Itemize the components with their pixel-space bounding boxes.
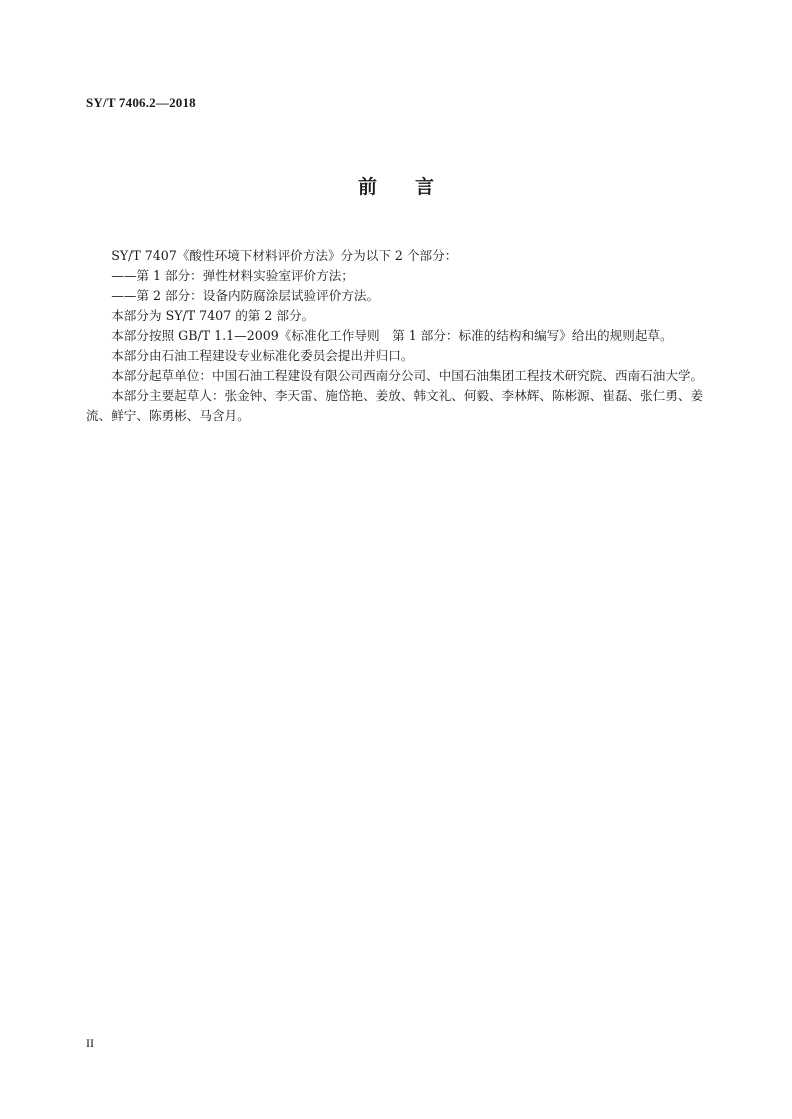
title-char-2: 言	[415, 176, 435, 198]
list-item-part-1: ——第 1 部分：弹性材料实验室评价方法；	[111, 268, 354, 283]
page-title	[0, 172, 792, 199]
paragraph-drafting-units: 本部分起草单位：中国石油工程建设有限公司西南分公司、中国石油集团工程技术研究院、西南石油大学。	[111, 368, 704, 383]
standard-code: SY/T 7406.2—2018	[86, 95, 196, 110]
foreword-body	[86, 246, 706, 426]
list-item-part-2: ——第 2 部分：设备内防腐涂层试验评价方法。	[111, 288, 380, 303]
page-number: II	[86, 1036, 94, 1050]
paragraph-drafting-rules: 本部分按照 GB/T 1.1—2009《标准化工作导则 第 1 部分：标准的结构和编写》给出的规则起草。	[111, 328, 673, 343]
paragraph-drafters: 本部分主要起草人：张金钟、李天雷、施岱艳、姜放、韩文礼、何毅、李林辉、陈彬源、崔磊、张仁勇、姜流、鲜宁、陈勇彬、马含月。	[86, 388, 704, 423]
title-char-1: 前	[357, 176, 377, 198]
paragraph-this-part: 本部分为 SY/T 7407 的第 2 部分。	[111, 308, 315, 323]
paragraph-parts-overview: SY/T 7407《酸性环境下材料评价方法》分为以下 2 个部分：	[111, 248, 458, 263]
paragraph-proposer: 本部分由石油工程建设专业标准化委员会提出并归口。	[111, 348, 414, 363]
